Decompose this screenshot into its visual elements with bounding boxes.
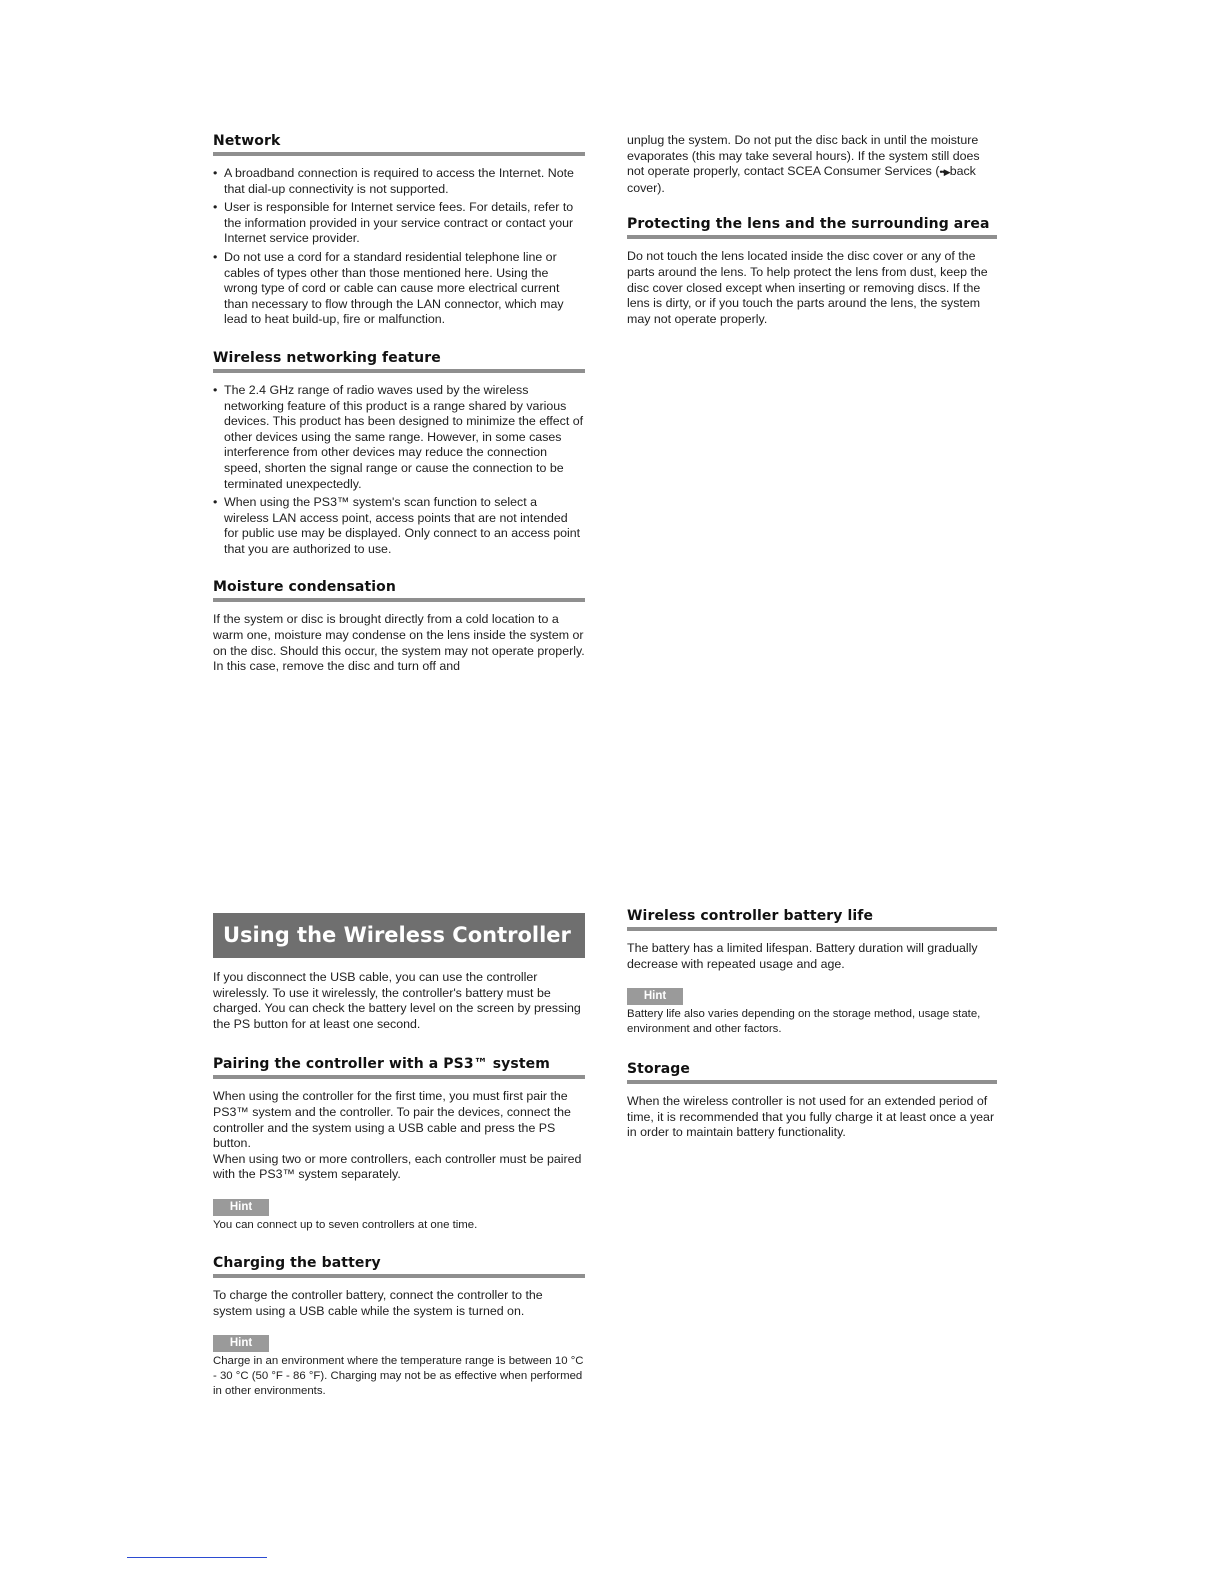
storage-heading: Storage <box>627 1061 997 1084</box>
network-list <box>213 166 585 328</box>
hint-badge: Hint <box>627 988 683 1005</box>
controller-section-banner: Using the Wireless Controller <box>213 913 585 958</box>
moisture-continued-body: unplug the system. Do not put the disc back in until the moisture evaporates (this may take several hours). If the system still does not operate properly, contact SCEA Consumer Services <box>627 133 980 179</box>
list-item: • Do not use a cord for a standard residential telephone line or cables of types other than those mentioned here. Using the wrong type of cord or cable can cause more electrical current than necessary to flow through the LAN connector, which may lead to heat build-up, fire or malfunction. <box>213 250 585 328</box>
storage-text: When the wireless controller is not used for an extended period of time, it is recommended that you fully charge it at least once a year in order to maintain battery functionality. <box>627 1094 995 1140</box>
charging-heading: Charging the battery <box>213 1255 585 1278</box>
back-cover-reference: (••▶back cover). <box>627 164 976 195</box>
controller-intro: If you disconnect the USB cable, you can use the controller wirelessly. To use it wirelessly, the controller's battery must be charged. You can check the battery level on the screen by pressing the PS button for at least one second. <box>213 970 581 1031</box>
list-item: • The 2.4 GHz range of radio waves used by the wireless networking feature of this product is a range shared by various devices. This product has been designed to minimize the effect of other devices using the same range. However, in some cases interference from other devices may reduce the connection speed, shorten the signal range or cause the connection to be terminated unexpectedly. <box>213 383 585 492</box>
hint-text: Battery life also varies depending on the storage method, usage state, environment and other factors. <box>627 1008 981 1036</box>
lower-left-column <box>213 913 585 1399</box>
pairing-hint <box>213 1197 585 1233</box>
pairing-text: When using the controller for the first time, you must first pair the PS3™ system and the controller. To pair the devices, connect the controller and the system using a USB cable and press the PS button. <box>213 1089 571 1151</box>
pairing-heading: Pairing the controller with a PS3™ system <box>213 1056 585 1079</box>
pairing-text-2: When using two or more controllers, each controller must be paired with the PS3™ system separately. <box>213 1151 582 1182</box>
list-item: • When using the PS3™ system's scan function to select a wireless LAN access point, access points that are not intended for public use may be displayed. Only connect to an access point that you are authorized to use. <box>213 495 585 557</box>
list-item: • User is responsible for Internet service fees. For details, refer to the information provided in your service contract or contact your Internet service provider. <box>213 200 585 247</box>
wireless-feature-list <box>213 383 585 558</box>
list-item: • A broadband connection is required to access the Internet. Note that dial-up connectivity is not supported. <box>213 166 585 197</box>
moisture-heading: Moisture condensation <box>213 579 585 602</box>
charging-text: To charge the controller battery, connect the controller to the system using a USB cable while the system is turned on. <box>213 1287 543 1318</box>
hint-badge: Hint <box>213 1335 269 1352</box>
upper-left-column <box>213 133 585 675</box>
hint-badge: Hint <box>213 1199 269 1216</box>
lens-text: Do not touch the lens located inside the disc cover or any of the parts around the lens. To help protect the lens from dust, keep the disc cover closed except when inserting or removing discs. If the lens is dirty, or if you touch the parts around the lens, the system may not operate properly. <box>627 249 988 326</box>
moisture-text: If the system or disc is brought directly from a cold location to a warm one, moisture may condense on the lens inside the system or on the disc. Should this occur, the system may not operate properly. In this case, remove the disc and turn off and <box>213 612 585 674</box>
network-heading: Network <box>213 133 585 156</box>
moisture-continued-text <box>627 133 997 196</box>
charging-hint <box>213 1333 585 1399</box>
battery-life-heading: Wireless controller battery life <box>627 908 997 931</box>
battery-life-hint <box>627 986 997 1037</box>
wireless-feature-heading: Wireless networking feature <box>213 350 585 373</box>
lower-right-column <box>627 908 997 1141</box>
battery-life-text: The battery has a limited lifespan. Battery duration will gradually decrease with repeated usage and age. <box>627 941 978 971</box>
hint-text: You can connect up to seven controllers at one time. <box>213 1218 478 1231</box>
arrow-right-icon: ••▶ <box>939 167 950 178</box>
footer-underline <box>127 1557 267 1558</box>
lens-heading: Protecting the lens and the surrounding area <box>627 216 997 239</box>
upper-right-column <box>627 133 997 327</box>
hint-text: Charge in an environment where the temperature range is between 10 °C - 30 °C (50 °F - 86 °F). Charging may not be as effective when performed in other environments. <box>213 1355 584 1398</box>
